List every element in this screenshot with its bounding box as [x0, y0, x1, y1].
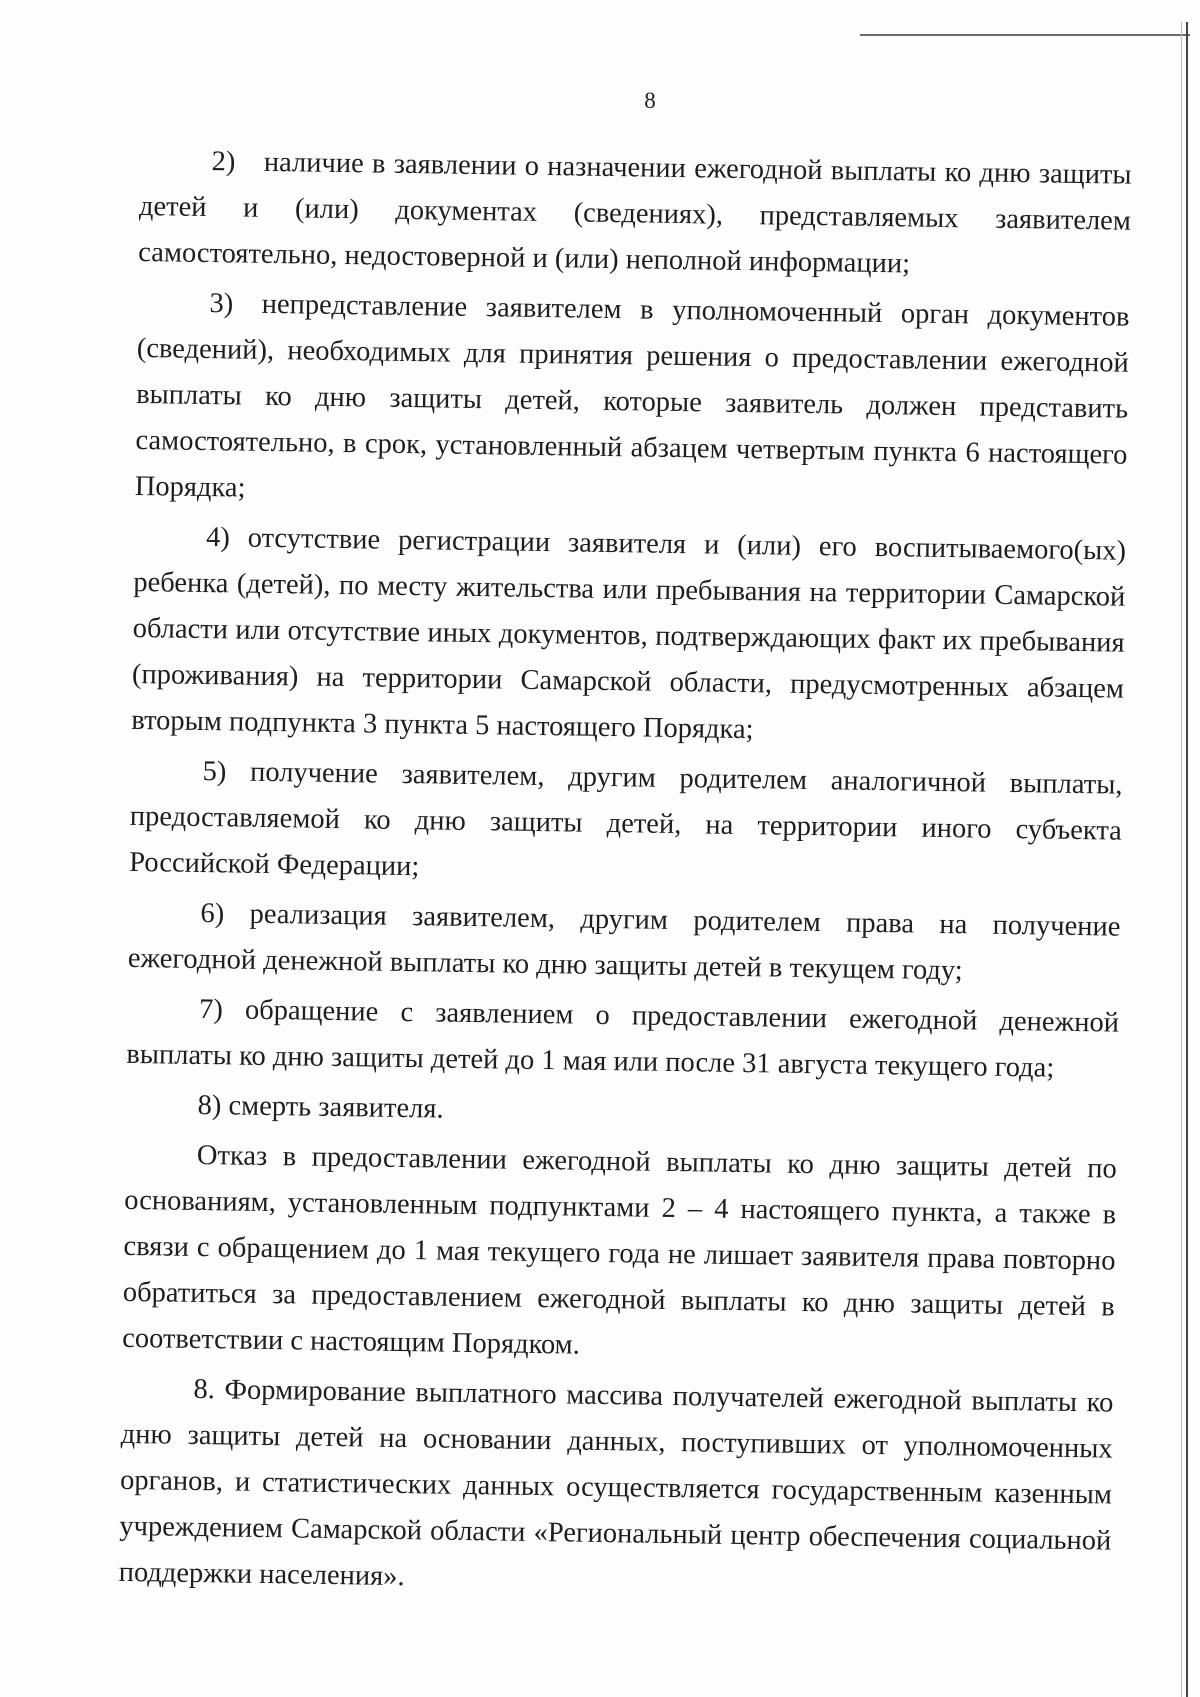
paragraph-item-6: 6) реализация заявителем, другим родителем права на получение ежегодной денежной выплаты ко дню защиты детей в текущем году;	[127, 897, 1121, 987]
page-number: 8	[644, 88, 656, 113]
paragraph-item-4: 4) отсутствие регистрации заявителя и (или) его воспитываемого(ых) ребенка (детей), по месту жительства или пребывания на территории Самарской области или отсутствие иных документов, подтверждающих факт их пребывания (проживания) на территории Самарской области, предусмотренных абзацем вторым подпункта 3 пункта 5 настоящего Порядка;	[131, 522, 1127, 746]
paragraph-refusal-note: Отказ в предоставлении ежегодной выплаты ко дню защиты детей по основаниям, установленным подпунктами 2 – 4 настоящего пункта, а также в связи с обращением до 1 мая текущего года не лишает заявителя права повторно обратиться за предоставлением ежегодной выплаты ко дню защиты детей в соответствии с настоящим Порядком.	[121, 1139, 1118, 1361]
paragraph-item-3: 3) непредставление заявителем в уполномоченный орган документов (сведений), необходимых для принятия решения о предоставлении ежегодной выплаты ко дню защиты детей, которые заявитель должен представить самостоятельно, в срок, установленный абзацем четвертым пункта 6 настоящего Порядка;	[134, 288, 1130, 504]
scan-edge-right	[1186, 22, 1188, 1697]
document-body	[118, 138, 1132, 1615]
paragraph-item-7: 7) обращение с заявлением о предоставлении ежегодной денежной выплаты ко дню защиты детей до 1 мая или после 31 августа текущего года;	[126, 993, 1120, 1084]
paragraph-section-8: 8. Формирование выплатного массива получателей ежегодной выплаты ко дню защиты детей на основании данных, поступивших от уполномоченных органов, и статистических данных осуществляется государственным казенным учреждением Самарской области «Региональный центр обеспечения социальной поддержки населения».	[118, 1373, 1114, 1593]
scan-edge-top	[860, 34, 1190, 36]
paragraph-item-8: 8) смерть заявителя.	[197, 1089, 444, 1125]
paragraph-item-5: 5) получение заявителем, другим родителем аналогичной выплаты, предоставляемой ко дню защиты детей, на территории иного субъекта Российской Федерации;	[129, 756, 1123, 883]
paragraph-item-2: 2) наличие в заявлении о назначении ежегодной выплаты ко дню защиты детей и (или) документах (сведениях), представляемых заявителем самостоятельно, недостоверной и (или) неполной информации;	[138, 146, 1132, 280]
scan-edge-right-inner	[1181, 22, 1182, 1697]
